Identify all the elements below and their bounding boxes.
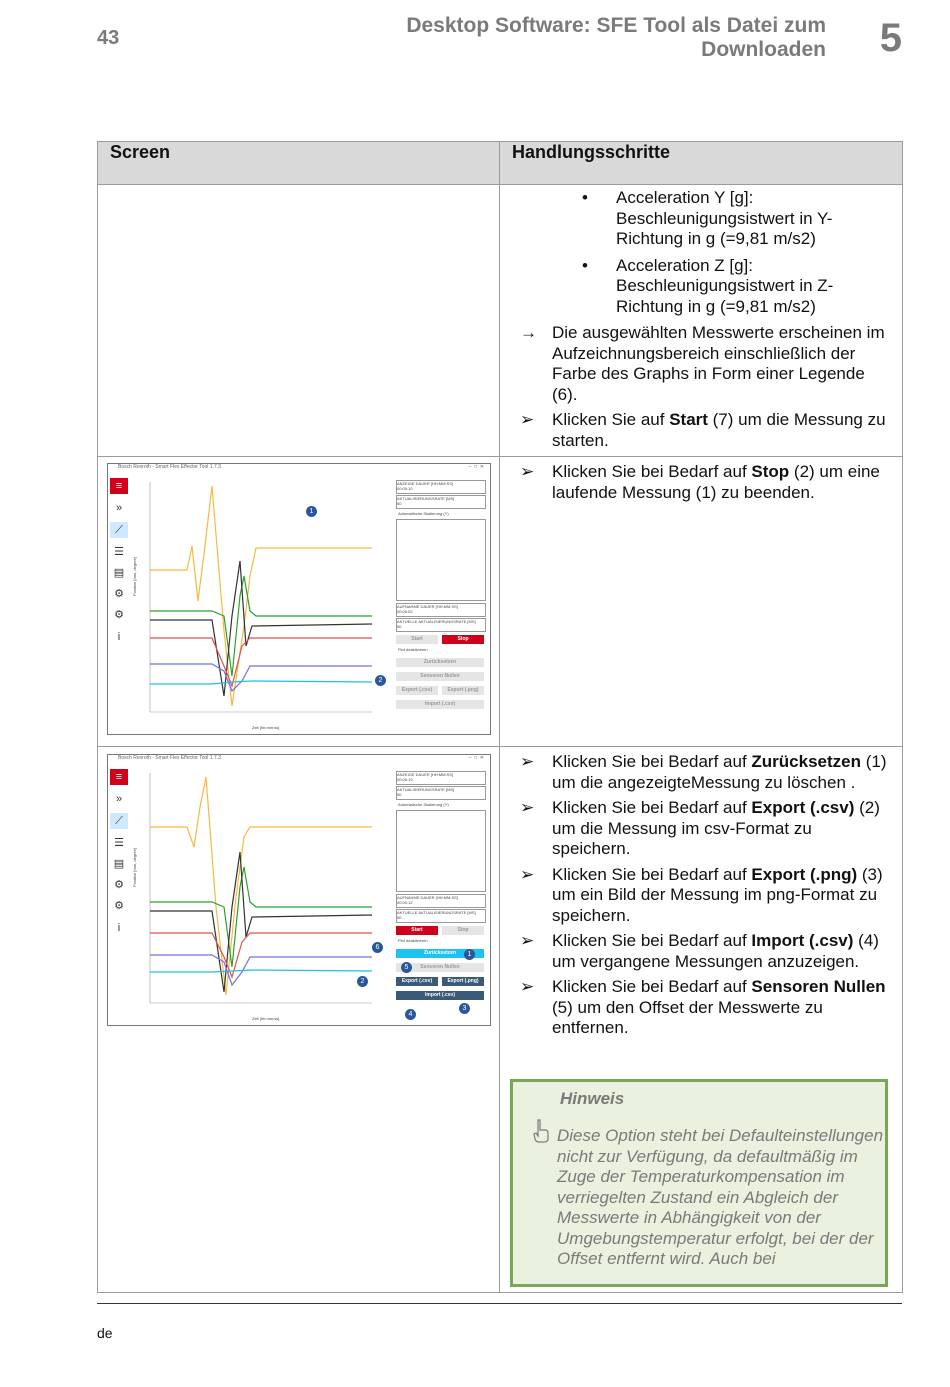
export-png-button[interactable]: Export (.png) xyxy=(442,686,484,695)
plot-off-checkbox[interactable]: Plot deaktivieren xyxy=(398,938,428,943)
hint-title: Hinweis xyxy=(560,1089,625,1108)
arrowhead-bullet-icon: ➢ xyxy=(520,462,535,481)
series-red xyxy=(150,638,372,686)
arrowhead-bullet-icon: ➢ xyxy=(520,798,535,817)
arrowhead-bullet-icon: ➢ xyxy=(520,977,535,996)
header-title-line1: Desktop Software: SFE Tool als Datei zum xyxy=(406,14,826,37)
window-title: Bosch Rexroth - Smart Flex Effector Tool 1.7.3 – □ ✕ xyxy=(118,464,484,470)
update-rate-field[interactable]: AKTUALISIERUNGSRATE [MS] 50 xyxy=(396,786,486,800)
row1-steps xyxy=(500,185,903,457)
step-zero-sensors: ➢ Klicken Sie bei Bedarf auf Sensoren Nullen (5) um den Offset der Messwerte zu entfernen. xyxy=(520,977,886,1037)
zero-sensors-button[interactable]: Sensoren Nullen xyxy=(396,963,484,972)
record-duration-field: AUFNAHME DAUER [HH:MM:SS] 00:00:12 xyxy=(396,894,486,908)
footer-language: de xyxy=(97,1325,113,1341)
window-title: Bosch Rexroth - Smart Flex Effector Tool 1.7.3 – □ ✕ xyxy=(118,755,484,761)
arrowhead-bullet-icon: ➢ xyxy=(520,410,535,429)
expand-icon[interactable]: » xyxy=(115,793,123,805)
gears-icon[interactable]: ⚙ xyxy=(114,588,124,600)
pointing-hand-icon xyxy=(531,1118,551,1144)
menu-icon[interactable]: ≡ xyxy=(110,769,128,785)
plot-area xyxy=(132,767,377,1022)
arrow-right-icon: → xyxy=(520,323,537,342)
document-icon[interactable]: ▤ xyxy=(113,567,125,579)
bullet-acceleration-z: • Acceleration Z [g]: Beschleunigungsistwert in Z- Richtung in g (=9,81 m/s2) xyxy=(582,255,834,316)
bullet-acceleration-y: • Acceleration Y [g]: Beschleunigungsistwert in Y- Richtung in g (=9,81 m/s2) xyxy=(582,188,833,248)
import-csv-button[interactable]: Import (.csv) xyxy=(396,991,484,1000)
plot-off-checkbox[interactable]: Plot deaktivieren xyxy=(398,647,428,652)
plot-xlabel: Zeit [hh:mm:ss] xyxy=(252,725,280,730)
series-dark xyxy=(150,561,372,696)
badge-4: 4 xyxy=(405,1009,416,1020)
sidebar xyxy=(108,476,130,734)
page-number: 43 xyxy=(97,27,120,49)
reset-button[interactable]: Zurücksetzen xyxy=(396,949,484,958)
badge-6: 6 xyxy=(372,942,383,953)
arrowhead-bullet-icon: ➢ xyxy=(520,931,535,950)
step-stop: ➢ Klicken Sie bei Bedarf auf Stop (2) um eine laufende Messung (1) zu beenden. xyxy=(520,462,880,502)
chart-icon[interactable]: ⟋ xyxy=(110,813,128,829)
export-csv-button[interactable]: Export (.csv) xyxy=(396,977,438,986)
badge-1: 1 xyxy=(464,949,475,960)
import-csv-button[interactable]: Import (.csv) xyxy=(396,700,484,709)
info-icon[interactable]: i xyxy=(117,922,121,934)
badge-2: 2 xyxy=(357,976,368,987)
row1-screen xyxy=(98,185,500,457)
bullet-icon: • xyxy=(582,255,588,275)
header-title xyxy=(406,14,826,62)
result-legend: → Die ausgewählten Messwerte erscheinen im Aufzeichnungsbereich einschließlich der Farbe des Graphs in Form einer Legende (6). xyxy=(520,323,885,404)
bullet-icon: • xyxy=(582,188,588,207)
auto-scale-checkbox[interactable]: Automatische Skalierung (Y) xyxy=(398,511,449,516)
arrowhead-bullet-icon: ➢ xyxy=(520,752,535,771)
update-rate-field[interactable]: AKTUALISIERUNGSRATE [MS] 50 xyxy=(396,495,486,509)
step-start: ➢ Klicken Sie auf Start (7) um die Messung zu starten. xyxy=(520,410,886,450)
info-icon[interactable]: i xyxy=(117,631,121,643)
reset-button[interactable]: Zurücksetzen xyxy=(396,658,484,667)
series-blue xyxy=(150,664,372,691)
export-csv-button[interactable]: Export (.csv) xyxy=(396,686,438,695)
series-orange xyxy=(150,777,372,995)
stop-button[interactable]: Stop xyxy=(442,926,484,935)
record-duration-field: AUFNAHME DAUER [HH:MM:SS] 00:00:02 xyxy=(396,603,486,617)
display-duration-field[interactable]: ANZEIGE DAUER [HH:MM:SS] 00:00:10 xyxy=(396,480,486,494)
menu-icon[interactable]: ≡ xyxy=(110,478,128,494)
export-png-button[interactable]: Export (.png) xyxy=(442,977,484,986)
plot-area xyxy=(132,476,377,731)
stop-button[interactable]: Stop xyxy=(442,635,484,644)
current-rate-field: AKTUELLE AKTUALISIERUNGSRATE [MS] 50 xyxy=(396,618,486,632)
step-export-png: ➢ Klicken Sie bei Bedarf auf Export (.png) (3) um ein Bild der Messung im png-Format zu speichern. xyxy=(520,864,883,925)
badge-1: 1 xyxy=(306,506,317,517)
current-rate-field: AKTUELLE AKTUALISIERUNGSRATE [MS] 50 xyxy=(396,909,486,923)
expand-icon[interactable]: » xyxy=(115,502,123,514)
screenshot-stop xyxy=(107,463,491,735)
badge-2: 2 xyxy=(375,675,386,686)
settings-icon[interactable]: ⚙ xyxy=(114,609,124,621)
signal-list[interactable] xyxy=(396,519,486,601)
footer-divider xyxy=(97,1303,902,1304)
auto-scale-checkbox[interactable]: Automatische Skalierung (Y) xyxy=(398,802,449,807)
step-export-csv: ➢ Klicken Sie bei Bedarf auf Export (.csv) (2) um die Messung im csv-Format zu speichern. xyxy=(520,798,880,858)
row2-steps xyxy=(500,457,903,747)
series-cyan xyxy=(150,970,372,972)
arrowhead-bullet-icon: ➢ xyxy=(520,864,535,884)
badge-3: 3 xyxy=(459,1003,470,1014)
plot-ylabel: Position [mm, degree] xyxy=(132,848,137,887)
display-duration-field[interactable]: ANZEIGE DAUER [HH:MM:SS] 00:00:10 xyxy=(396,771,486,785)
zero-sensors-button[interactable]: Sensoren Nullen xyxy=(396,672,484,681)
step-import-csv: ➢ Klicken Sie bei Bedarf auf Import (.csv) (4) um vergangene Messungen anzuzeigen. xyxy=(520,931,879,971)
badge-5: 5 xyxy=(401,962,412,973)
series-orange xyxy=(150,486,372,706)
checklist-icon[interactable]: ☰ xyxy=(114,837,124,849)
step-reset: ➢ Klicken Sie bei Bedarf auf Zurücksetzen (1) um die angezeigteMessung zu löschen . xyxy=(520,752,887,792)
start-button[interactable]: Start xyxy=(396,635,438,644)
gears-icon[interactable]: ⚙ xyxy=(114,879,124,891)
hint-body: Diese Option steht bei Defaulteinstellungen nicht zur Verfügung, da defaultmäßig im Zuge der Temperaturkompensation im verriegelten Zustand ein Abgleich der Messwerte in Abhängigkeit von der Umgebungstemperatur erfolgt, bei der der Offset entfernt wird. Auch bei xyxy=(557,1126,884,1268)
chart-icon[interactable]: ⟋ xyxy=(110,522,128,538)
hint-box xyxy=(510,1079,888,1287)
screenshot-export xyxy=(107,754,491,1026)
checklist-icon[interactable]: ☰ xyxy=(114,546,124,558)
document-icon[interactable]: ▤ xyxy=(113,858,125,870)
plot-ylabel: Position [mm, degree] xyxy=(132,557,137,596)
signal-list[interactable] xyxy=(396,810,486,892)
chapter-number: 5 xyxy=(879,16,902,60)
col-header-screen: Screen xyxy=(98,142,500,185)
settings-icon[interactable]: ⚙ xyxy=(114,900,124,912)
col-header-steps: Handlungsschritte xyxy=(500,142,903,185)
plot-xlabel: Zeit [hh:mm:ss] xyxy=(252,1016,280,1021)
start-button[interactable]: Start xyxy=(396,926,438,935)
header-title-line2: Downloaden xyxy=(701,38,826,61)
series-cyan xyxy=(150,681,372,684)
sidebar xyxy=(108,767,130,1025)
